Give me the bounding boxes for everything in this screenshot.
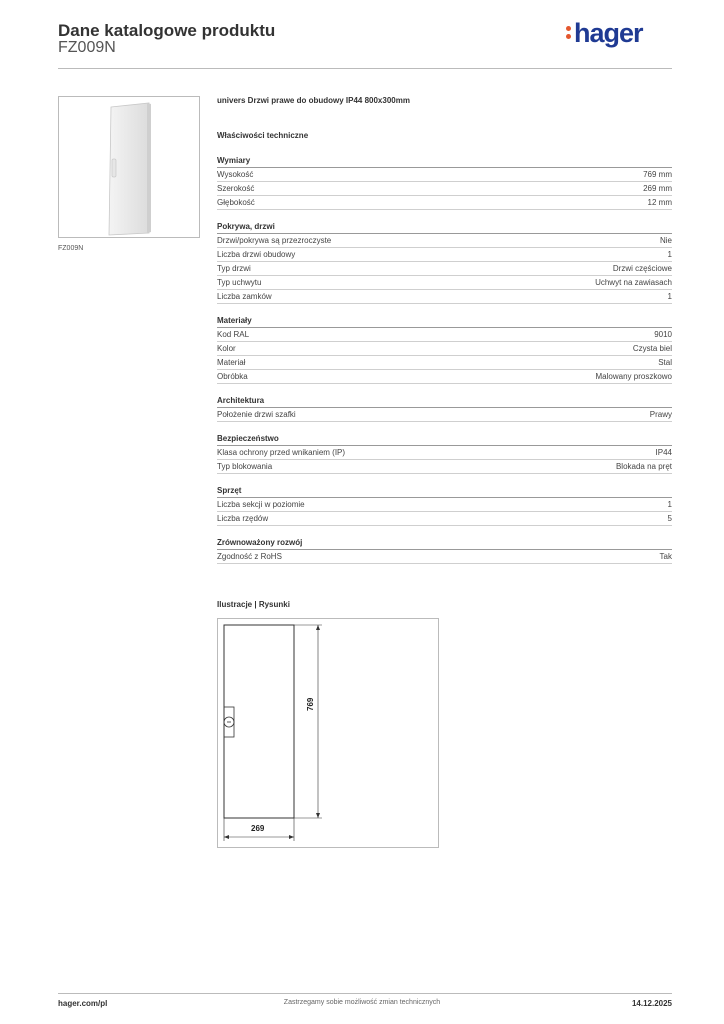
spec-row xyxy=(217,550,672,564)
spec-label: Kod RAL xyxy=(217,330,250,339)
spec-value: 269 mm xyxy=(643,184,672,193)
hager-logo xyxy=(566,18,643,49)
footer-date: 14.12.2025 xyxy=(631,999,672,1008)
spec-label: Typ blokowania xyxy=(217,462,273,471)
spec-row xyxy=(217,290,672,304)
logo-text: hager xyxy=(574,18,643,48)
height-dimension-label: 769 xyxy=(306,697,315,711)
spec-row xyxy=(217,342,672,356)
spec-value: 5 xyxy=(667,514,672,523)
spec-label: Typ drzwi xyxy=(217,264,251,273)
spec-label: Liczba drzwi obudowy xyxy=(217,250,296,259)
spec-label: Kolor xyxy=(217,344,236,353)
spec-row xyxy=(217,408,672,422)
door-drawing-icon xyxy=(218,619,440,849)
spec-value: Tak xyxy=(659,552,672,561)
spec-value: 12 mm xyxy=(647,198,672,207)
spec-value: Blokada na pręt xyxy=(615,462,672,471)
spec-label: Głębokość xyxy=(217,198,255,207)
section-title: Architektura xyxy=(217,396,265,405)
spec-label: Materiał xyxy=(217,358,246,367)
spec-row xyxy=(217,262,672,276)
spec-label: Położenie drzwi szafki xyxy=(217,410,296,419)
spec-label: Obróbka xyxy=(217,372,248,381)
footer-website[interactable]: hager.com/pl xyxy=(58,999,108,1008)
spec-value: 1 xyxy=(667,500,672,509)
header-divider xyxy=(58,68,672,69)
spec-label: Liczba rzędów xyxy=(217,514,269,523)
logo-dots-icon xyxy=(566,23,572,42)
section-title: Zrównoważony rozwój xyxy=(217,538,303,547)
spec-row xyxy=(217,356,672,370)
spec-label: Liczba zamków xyxy=(217,292,272,301)
footer-divider xyxy=(58,993,672,994)
spec-row xyxy=(217,460,672,474)
technical-properties-title: Właściwości techniczne xyxy=(217,131,309,140)
spec-label: Wysokość xyxy=(217,170,254,179)
spec-row xyxy=(217,248,672,262)
spec-label: Klasa ochrony przed wnikaniem (IP) xyxy=(217,448,346,457)
section-title: Bezpieczeństwo xyxy=(217,434,279,443)
spec-row xyxy=(217,196,672,210)
spec-value: 9010 xyxy=(654,330,672,339)
product-image xyxy=(58,96,200,238)
spec-row xyxy=(217,234,672,248)
spec-value: Nie xyxy=(659,236,672,245)
product-image-caption: FZ009N xyxy=(58,245,84,252)
spec-value: 1 xyxy=(667,292,672,301)
spec-value: 1 xyxy=(667,250,672,259)
spec-value: Stal xyxy=(658,358,672,367)
spec-row xyxy=(217,370,672,384)
product-code: FZ009N xyxy=(58,39,116,56)
spec-value: 769 mm xyxy=(643,170,672,179)
spec-value: Czysta biel xyxy=(632,344,672,353)
footer-disclaimer: Zastrzegamy sobie możliwość zmian technicznych xyxy=(283,999,441,1006)
spec-row xyxy=(217,446,672,460)
page-title: Dane katalogowe produktu xyxy=(58,21,276,40)
spec-row xyxy=(217,328,672,342)
section-title: Materiały xyxy=(217,316,252,325)
section-title: Wymiary xyxy=(217,156,251,165)
spec-label: Drzwi/pokrywa są przezroczyste xyxy=(217,236,332,245)
spec-row xyxy=(217,512,672,526)
product-description: univers Drzwi prawe do obudowy IP44 800x300mm xyxy=(217,96,410,105)
spec-label: Zgodność z RoHS xyxy=(217,552,282,561)
spec-label: Typ uchwytu xyxy=(217,278,262,287)
spec-value: Uchwyt na zawiasach xyxy=(595,278,672,287)
illustrations-title: Ilustracje | Rysunki xyxy=(217,600,290,609)
section-title: Sprzęt xyxy=(217,486,242,495)
spec-row xyxy=(217,182,672,196)
spec-label: Szerokość xyxy=(217,184,255,193)
spec-row xyxy=(217,276,672,290)
spec-value: Prawy xyxy=(649,410,672,419)
dimension-drawing xyxy=(217,618,439,848)
spec-row xyxy=(217,168,672,182)
spec-value: IP44 xyxy=(655,448,672,457)
spec-value: Malowany proszkowo xyxy=(595,372,672,381)
spec-label: Liczba sekcji w poziomie xyxy=(217,500,305,509)
section-title: Pokrywa, drzwi xyxy=(217,222,275,231)
door-photo-icon xyxy=(59,97,201,239)
spec-value: Drzwi częściowe xyxy=(612,264,672,273)
width-dimension-label: 269 xyxy=(251,824,265,833)
spec-row xyxy=(217,498,672,512)
